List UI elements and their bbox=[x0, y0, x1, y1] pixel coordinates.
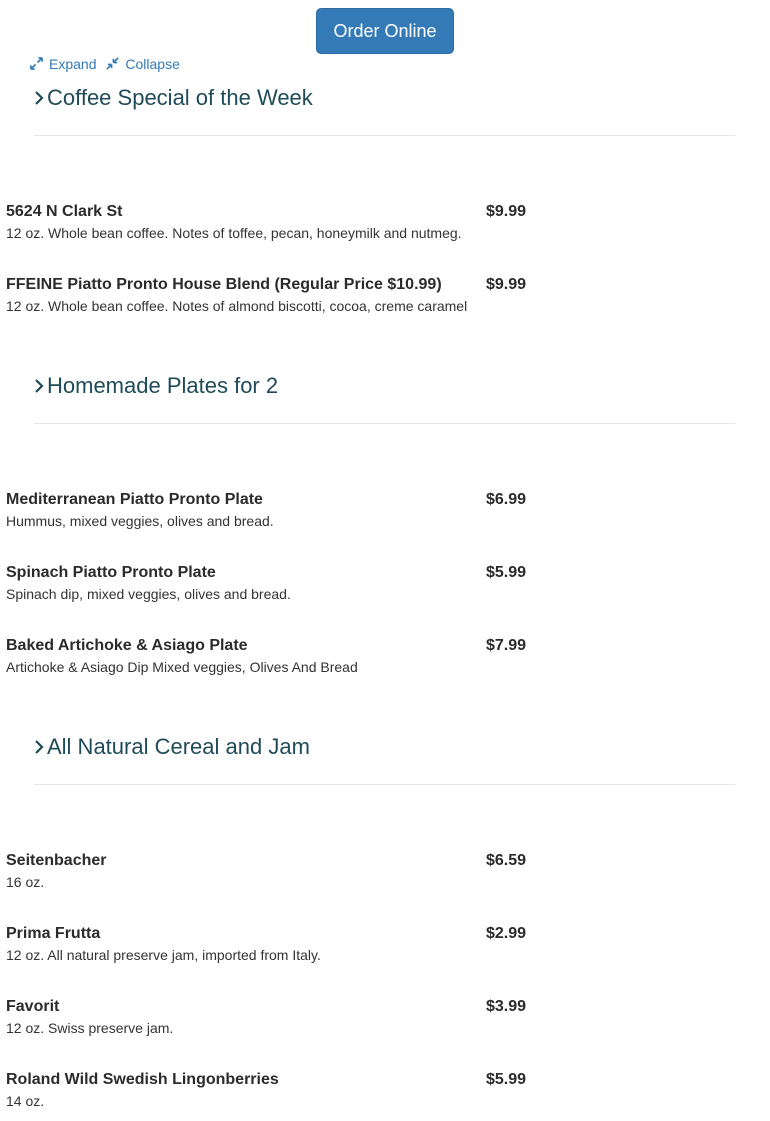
item-description: 12 oz. Swiss preserve jam. bbox=[6, 1020, 174, 1036]
item-price: $5.99 bbox=[486, 564, 527, 581]
menu-item[interactable] bbox=[6, 925, 526, 965]
item-description: 12 oz. Whole bean coffee. Notes of toffee, pecan, honeymilk and nutmeg. bbox=[6, 225, 462, 241]
item-description: 12 oz. Whole bean coffee. Notes of almond biscotti, cocoa, creme caramel bbox=[6, 298, 468, 314]
item-name: Prima Frutta bbox=[6, 925, 101, 942]
section-header-coffee-special[interactable] bbox=[34, 85, 735, 136]
section-header-homemade-plates[interactable] bbox=[34, 373, 735, 424]
expand-all-link[interactable] bbox=[30, 56, 96, 72]
item-price: $5.99 bbox=[486, 1071, 527, 1088]
item-description: Spinach dip, mixed veggies, olives and bread. bbox=[6, 586, 291, 602]
item-price: $2.99 bbox=[486, 925, 527, 942]
expand-collapse-controls bbox=[30, 56, 186, 72]
item-description: Artichoke & Asiago Dip Mixed veggies, Olives And Bread bbox=[6, 659, 358, 675]
chevron-right-icon bbox=[34, 378, 45, 394]
expand-label: Expand bbox=[49, 56, 97, 72]
menu-item[interactable] bbox=[6, 491, 526, 531]
item-name: Mediterranean Piatto Pronto Plate bbox=[6, 491, 263, 508]
order-online-wrapper bbox=[0, 8, 770, 54]
section-title: Homemade Plates for 2 bbox=[47, 373, 279, 398]
menu-item[interactable] bbox=[6, 203, 526, 243]
item-description: 14 oz. bbox=[6, 1093, 45, 1109]
menu-section-coffee-special bbox=[34, 85, 735, 136]
menu-item[interactable] bbox=[6, 637, 526, 677]
section-header-cereal-jam[interactable] bbox=[34, 734, 735, 785]
section-title: All Natural Cereal and Jam bbox=[47, 734, 310, 759]
collapse-all-link[interactable] bbox=[106, 56, 179, 72]
item-name: Baked Artichoke & Asiago Plate bbox=[6, 637, 248, 654]
item-name: Favorit bbox=[6, 998, 60, 1015]
menu-section-homemade-plates bbox=[34, 373, 735, 424]
menu-item[interactable] bbox=[6, 564, 526, 604]
menu-item[interactable] bbox=[6, 998, 526, 1038]
item-name: FFEINE Piatto Pronto House Blend (Regular Price $10.99) bbox=[6, 276, 442, 293]
item-price: $7.99 bbox=[486, 637, 527, 654]
menu-item[interactable] bbox=[6, 1071, 526, 1111]
menu-item[interactable] bbox=[6, 852, 526, 892]
item-price: $6.59 bbox=[486, 852, 527, 869]
expand-arrows-icon bbox=[30, 57, 43, 70]
item-name: Roland Wild Swedish Lingonberries bbox=[6, 1071, 279, 1088]
section-title: Coffee Special of the Week bbox=[47, 85, 313, 110]
item-name: Spinach Piatto Pronto Plate bbox=[6, 564, 216, 581]
item-description: Hummus, mixed veggies, olives and bread. bbox=[6, 513, 274, 529]
item-name: 5624 N Clark St bbox=[6, 203, 123, 220]
menu-item[interactable] bbox=[6, 276, 526, 316]
chevron-right-icon bbox=[34, 90, 45, 106]
item-description: 12 oz. All natural preserve jam, imported from Italy. bbox=[6, 947, 321, 963]
item-price: $3.99 bbox=[486, 998, 527, 1015]
order-online-button[interactable]: Order Online bbox=[316, 8, 454, 54]
item-price: $9.99 bbox=[486, 276, 527, 293]
item-name: Seitenbacher bbox=[6, 852, 107, 869]
collapse-arrows-icon bbox=[106, 57, 119, 70]
item-description: 16 oz. bbox=[6, 874, 45, 890]
item-price: $9.99 bbox=[486, 203, 527, 220]
chevron-right-icon bbox=[34, 739, 45, 755]
menu-section-cereal-jam bbox=[34, 734, 735, 785]
collapse-label: Collapse bbox=[125, 56, 180, 72]
item-price: $6.99 bbox=[486, 491, 527, 508]
